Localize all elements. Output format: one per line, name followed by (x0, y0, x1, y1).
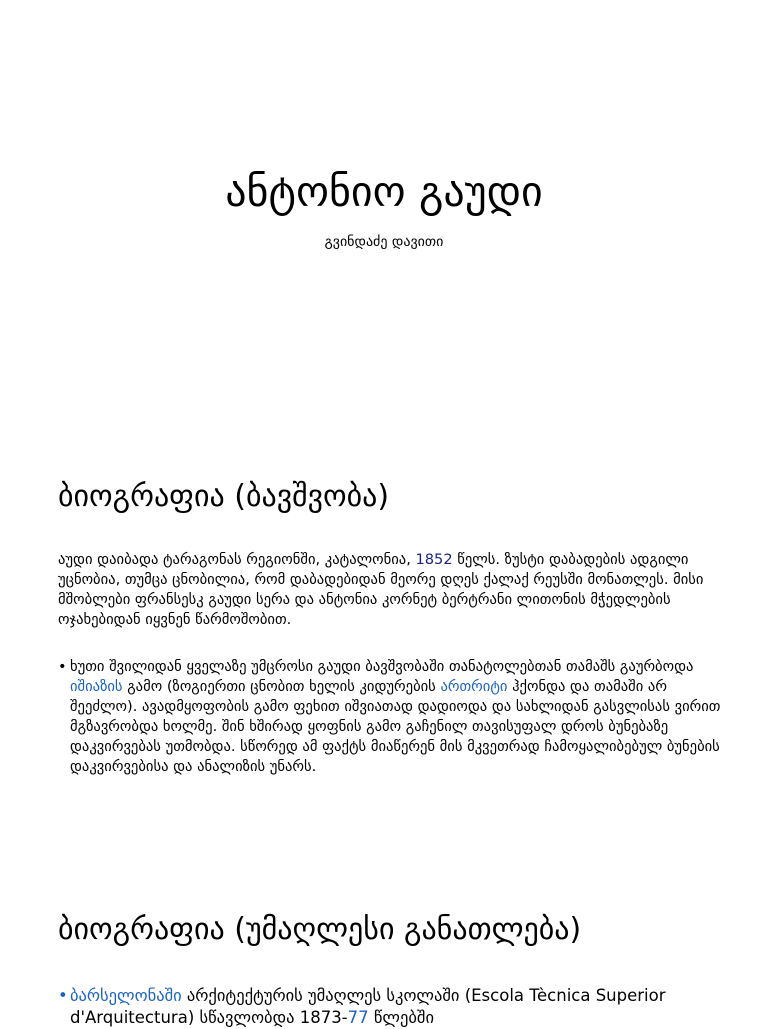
education-text-1: არქიტექტურის უმაღლეს სკოლაში (Escola Tècnica Superior d'Arquitectura) სწავლობდა 1873- (70, 986, 666, 1027)
bullet-marker: • (58, 658, 67, 675)
bullet-marker: • (58, 986, 68, 1005)
bullet-text-3: ჰქონდა და თამაში არ შეეძლო). ავადმყოფობის გამო ფეხით იშვიათად დადიოდა და სახლიდან გასვლისას ვირით მგზავრობდა ხოლმე. შინ ხშირად ყოფნის გამო გაჩენილ თავისუფალ დროს ბუნებაზე დაკვირვებას უთმობდა. სწორედ ამ ფაქტს მიაწერენ მის მკვეთრად ჩამოყალიბებულ ბუნების დაკვირვებისა და ანალიზის უნარს. (70, 678, 721, 775)
section-heading-education: ბიოგრაფია (უმაღლესი განათლება) (58, 912, 582, 947)
paragraph-text-1: აუდი დაიბადა ტარაგონას რეგიონში, კატალონია, (58, 551, 416, 568)
presentation-title: ანტონიო გაუდი (225, 167, 543, 216)
year-1852-link[interactable]: 1852 (415, 551, 453, 568)
bullet-text-1: ხუთი შვილიდან ყველაზე უმცროსი გაუდი ბავშვობაში თანატოლებთან თამაშს გაურბოდა (70, 658, 694, 675)
sciatica-link[interactable]: იშიაზის (70, 678, 123, 695)
year-77-link[interactable]: 77 (347, 1008, 369, 1027)
childhood-paragraph (58, 550, 718, 630)
bullet-text-2: გამო (ზოგიერთი ცნობით ხელის კიდურების (122, 678, 441, 695)
paragraph-text-2: წელს. ზუსტი დაბადების ადგილი უცნობია, თუმცა ცნობილია, რომ დაბადებიდან მეორე დღეს ქალაქ რეუსში მონათლეს. მისი მშობლები ფრანსესკ გაუდი სერა და ანტონია კორნეტ ბერტრანი ლითონის მჭედლების ოჯახებიდან იყვნენ წარმოშობით. (58, 551, 704, 628)
section-heading-childhood: ბიოგრაფია (ბავშვობა) (58, 479, 390, 514)
childhood-bullet (58, 657, 730, 777)
presentation-author: გვინდაძე დავითი (324, 234, 444, 250)
title-slide (0, 0, 768, 380)
barcelona-link[interactable]: ბარსელონაში (70, 986, 182, 1005)
education-bullet (58, 985, 730, 1029)
arthritis-link[interactable]: ართრიტი (440, 678, 508, 695)
education-text-2: წლებში (368, 1008, 434, 1027)
